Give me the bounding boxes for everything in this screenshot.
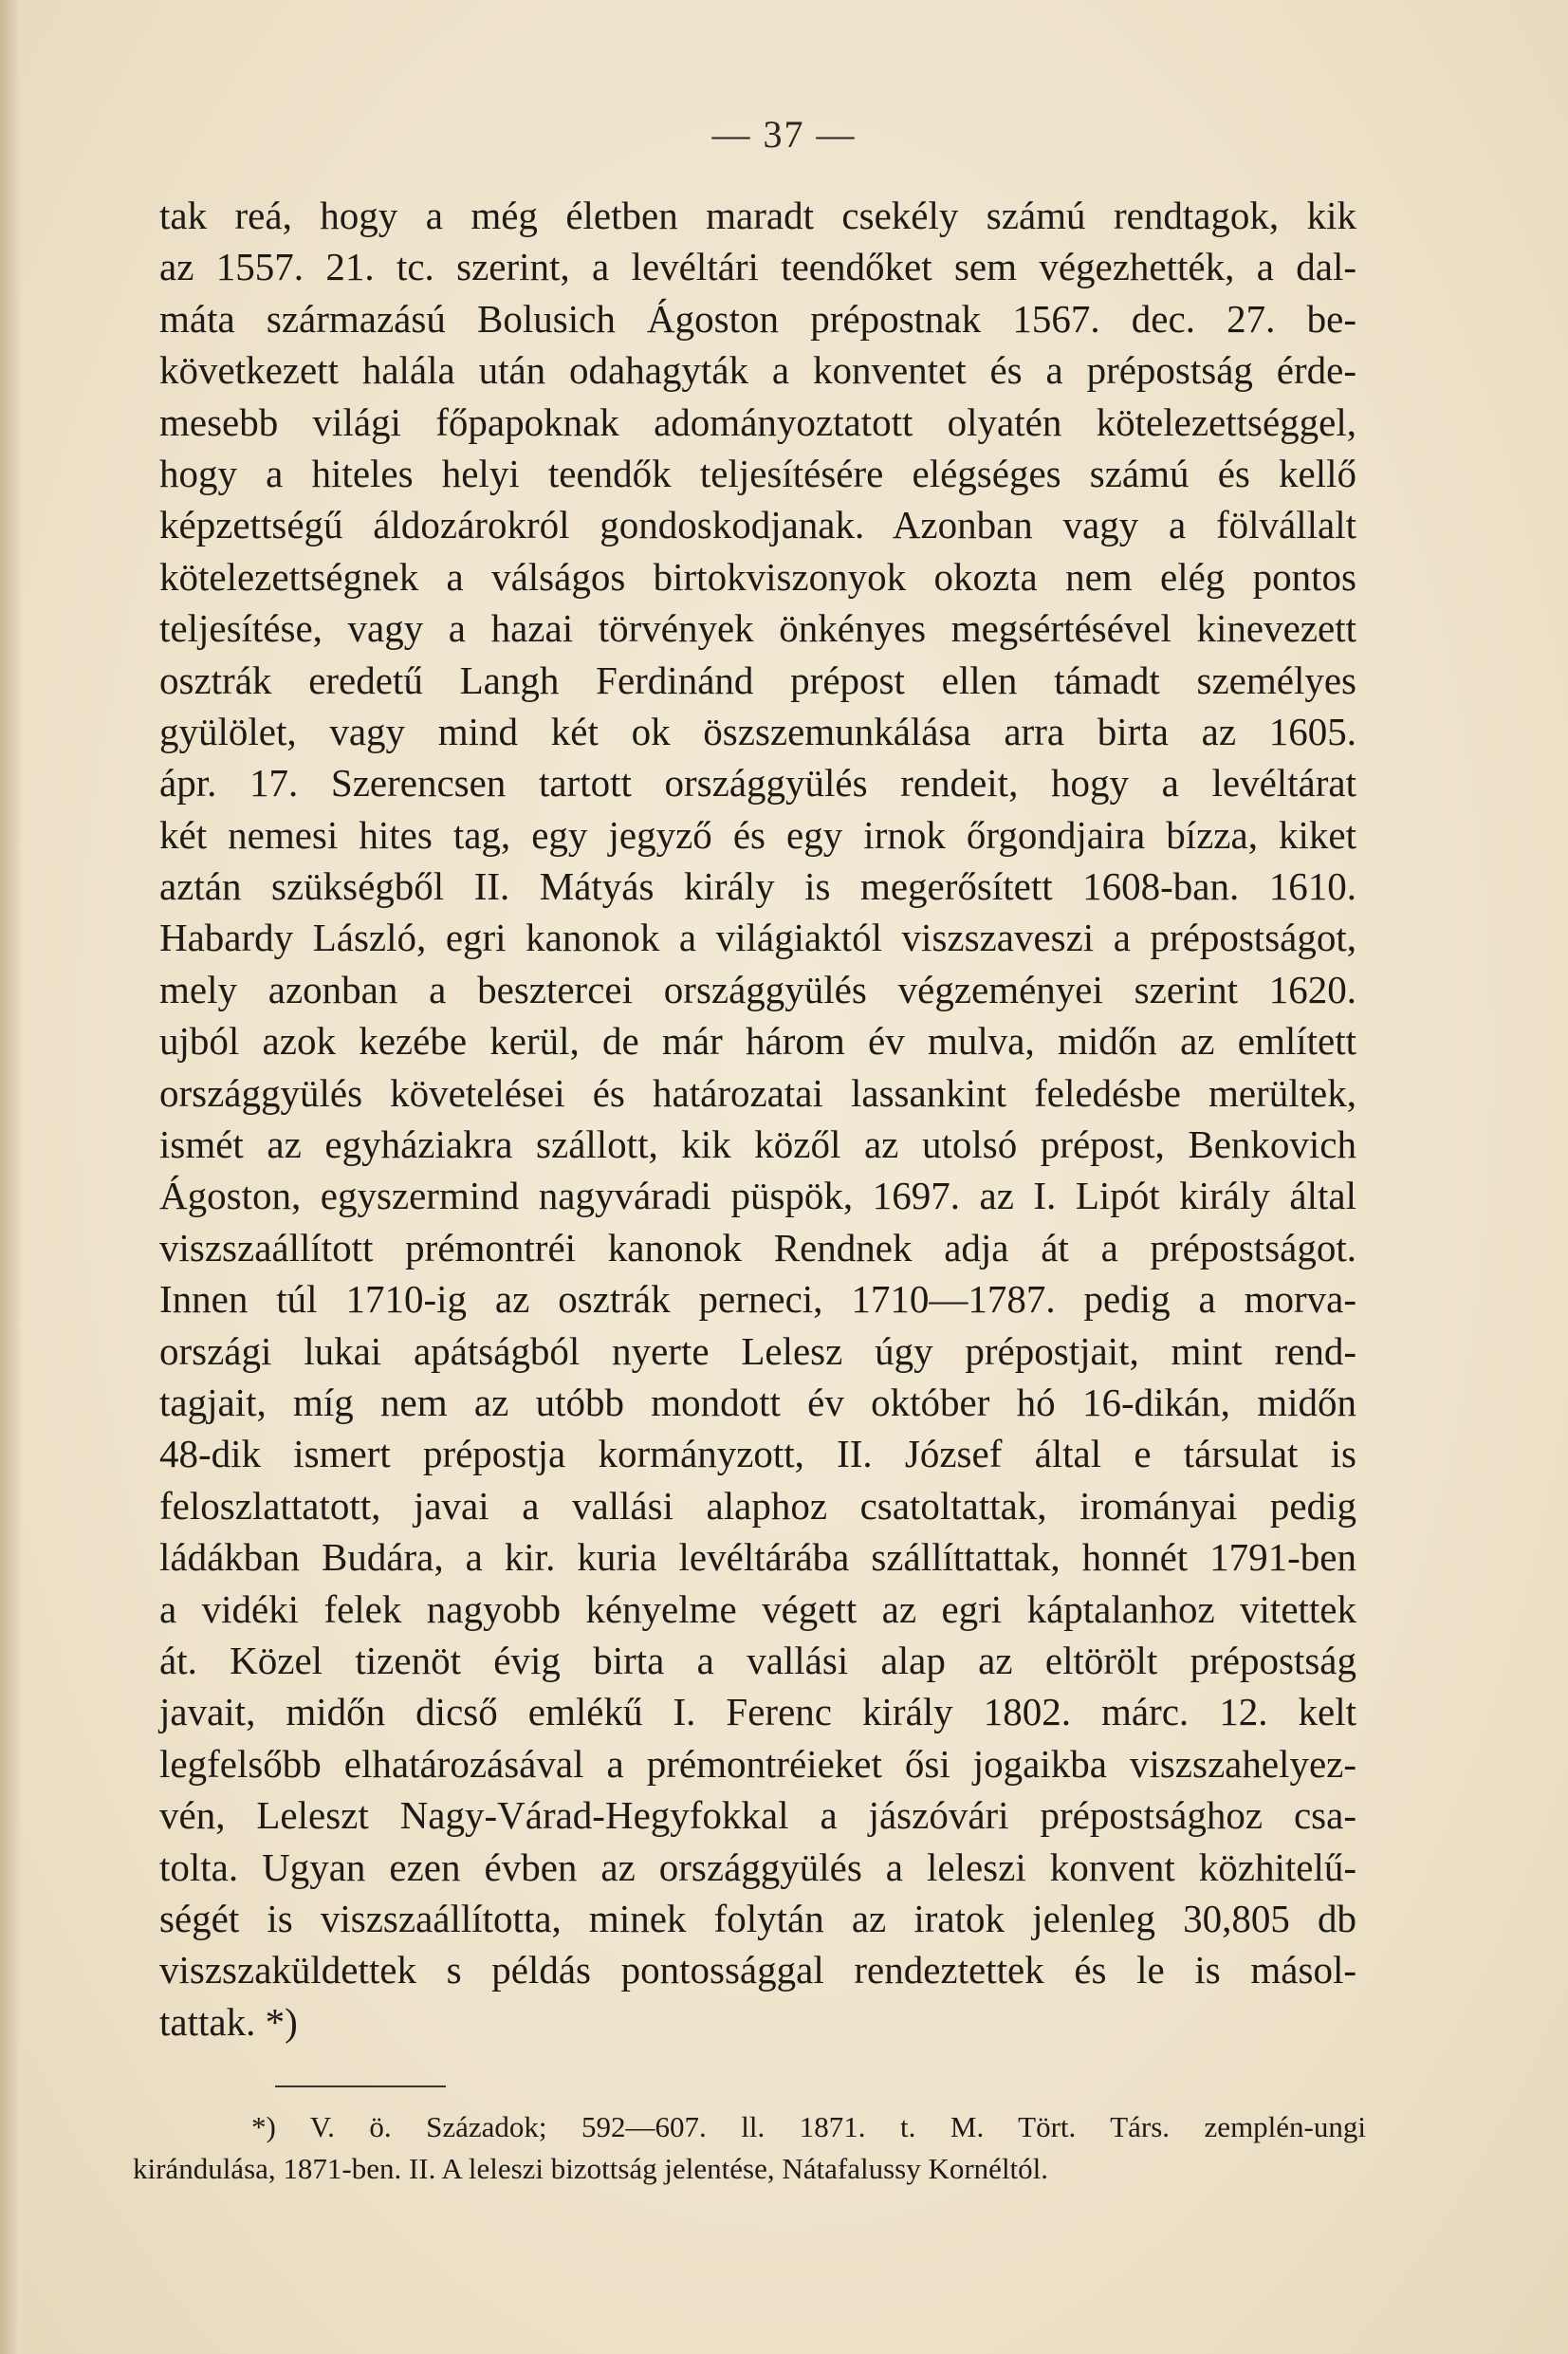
- text-line: viszszaállított prémontréi kanonok Rendnek adja át a prépostságot.: [159, 1225, 1356, 1270]
- page-spine-shadow: [0, 0, 21, 2354]
- text-line: teljesítése, vagy a hazai törvények önkényes megsértésével kinevezett: [159, 606, 1356, 651]
- text-line: ujból azok kezébe kerül, de már három év mulva, midőn az említett: [159, 1019, 1356, 1064]
- text-line: országi lukai apátságból nyerte Lelesz úgy prépostjait, mint rend-: [159, 1328, 1356, 1373]
- footnote: [133, 2106, 1366, 2190]
- text-line: gyülölet, vagy mind két ok öszszemunkálása arra birta az 1605.: [159, 709, 1356, 753]
- text-line: tattak. *): [159, 1999, 298, 2044]
- text-line: hogy a hiteles helyi teendők teljesítésére elégséges számú és kellő: [159, 451, 1356, 495]
- footnote-line: kirándulása, 1871-ben. II. A leleszi bizottság jelentése, Nátafalussy Kornéltól.: [133, 2152, 1049, 2185]
- text-line: ládákban Budára, a kir. kuria levéltárába szállíttattak, honnét 1791-ben: [159, 1535, 1356, 1580]
- text-line: a vidéki felek nagyobb kényelme végett az egri káptalanhoz vitettek: [159, 1586, 1356, 1631]
- text-line: 48-dik ismert prépostja kormányzott, II. József által e társulat is: [159, 1432, 1356, 1476]
- text-line: mely azonban a besztercei országgyülés végzeményei szerint 1620.: [159, 967, 1356, 1011]
- text-line: át. Közel tizenöt évig birta a vallási alap az eltörölt prépostság: [159, 1638, 1356, 1682]
- text-line: tolta. Ugyan ezen évben az országgyülés a leleszi konvent közhitelű-: [159, 1844, 1356, 1889]
- footnote-line: *) V. ö. Századok; 592—607. ll. 1871. t. M. Tört. Társ. zemplén-ungi: [251, 2110, 1366, 2143]
- text-line: vén, Leleszt Nagy-Várad-Hegyfokkal a jászóvári prépostsághoz csa-: [159, 1793, 1356, 1838]
- footnote-divider: [275, 2085, 446, 2087]
- text-line: ismét az egyháziakra szállott, kik közől az utolsó prépost, Benkovich: [159, 1122, 1356, 1167]
- text-line: javait, midőn dicső emlékű I. Ferenc király 1802. márc. 12. kelt: [159, 1690, 1356, 1734]
- text-line: legfelsőbb elhatározásával a prémontréieket ősi jogaikba viszszahelyez-: [159, 1741, 1356, 1786]
- text-line: tak reá, hogy a még életben maradt csekély számú rendtagok, kik: [159, 194, 1356, 237]
- text-line: képzettségű áldozárokról gondoskodjanak. Azonban vagy a fölvállalt: [159, 503, 1356, 547]
- text-line: feloszlattatott, javai a vallási alaphoz csatoltattak, irományai pedig: [159, 1483, 1356, 1528]
- text-line: Innen túl 1710-ig az osztrák perneci, 1710—1787. pedig a morva-: [159, 1277, 1356, 1322]
- text-line: viszszaküldettek s példás pontossággal rendeztettek és le is másol-: [159, 1948, 1356, 1993]
- text-line: Habardy László, egri kanonok a világiaktól viszszaveszi a prépostságot,: [159, 916, 1356, 960]
- text-line: osztrák eredetű Langh Ferdinánd prépost ellen támadt személyes: [159, 658, 1356, 702]
- text-line: mesebb világi főpapoknak adományoztatott olyatén kötelezettséggel,: [159, 399, 1356, 444]
- text-line: kötelezettségnek a válságos birtokviszonyok okozta nem elég pontos: [159, 554, 1356, 599]
- text-line: országgyülés követelései és határozatai lassankint feledésbe merültek,: [159, 1070, 1356, 1115]
- body-text: [159, 190, 1356, 2048]
- text-line: két nemesi hites tag, egy jegyző és egy irnok őrgondjaira bízza, kiket: [159, 812, 1356, 857]
- text-line: Ágoston, egyszermind nagyváradi püspök, 1697. az I. Lipót király által: [159, 1174, 1356, 1218]
- text-line: máta származású Bolusich Ágoston prépostnak 1567. dec. 27. be-: [159, 296, 1356, 341]
- text-line: következett halála után odahagyták a konventet és a prépostság érde-: [159, 348, 1356, 393]
- text-line: aztán szükségből II. Mátyás király is megerősített 1608-ban. 1610.: [159, 864, 1356, 909]
- text-line: ápr. 17. Szerencsen tartott országgyülés rendeit, hogy a levéltárat: [159, 761, 1356, 806]
- text-line: ségét is viszszaállította, minek folytán az iratok jelenleg 30,805 db: [159, 1896, 1356, 1940]
- text-line: az 1557. 21. tc. szerint, a levéltári teendőket sem végezhették, a dal-: [159, 245, 1356, 289]
- page-number: — 37 —: [711, 113, 857, 156]
- text-line: tagjait, míg nem az utóbb mondott év október hó 16-dikán, midőn: [159, 1380, 1356, 1424]
